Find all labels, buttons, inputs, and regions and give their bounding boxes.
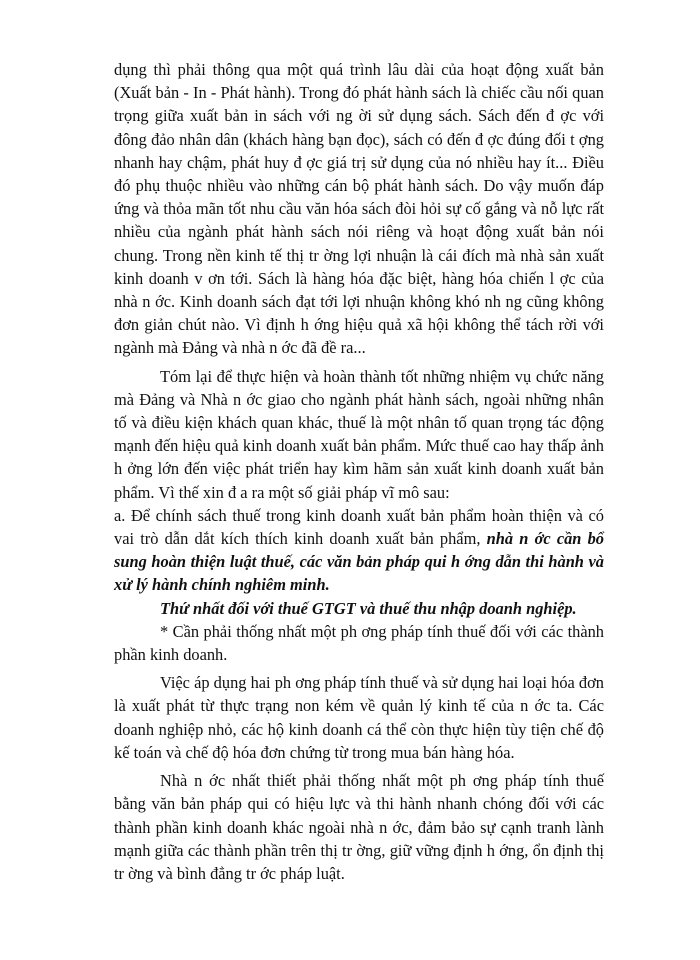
- paragraph-state-policy: Nhà n ớc nhất thiết phải thống nhất một ph ơng pháp tính thuế bằng văn bản pháp qui có hiệu lực và thi hành nhanh chóng đối với các thành phần kinh doanh khác ngoài nhà n ớc, đảm bảo sự cạnh tranh lành mạnh giữa các thành phần trên thị tr ờng, giữ vững định h ớng, ổn định thị tr ờng và bình đẳng tr ớc pháp luật.: [114, 771, 604, 883]
- solution-a-emphasis: nhà n ớc cần bổ sung hoàn thiện luật thuế, các văn bản pháp qui h ớng dẫn thi hành và xử lý hành chính nghiêm minh.: [114, 529, 604, 595]
- solution-a-text: a. Để chính sách thuế trong kinh doanh xuất bản phẩm hoàn thiện và có vai trò dẫn dắt kích thích kinh doanh xuất bản phẩm,: [114, 505, 604, 549]
- section-heading-vat: Thứ nhất đối với thuế GTGT và thuế thu nhập doanh nghiệp.: [160, 598, 577, 618]
- document-body: [114, 58, 604, 885]
- paragraph-summary: Tóm lại để thực hiện và hoàn thành tốt những nhiệm vụ chức năng mà Đảng và Nhà n ớc giao cho ngành phát hành sách, ngoài những nhân tố và điều kiện khách quan khác, thuế là một nhân tố quan trọng tác động mạnh đến hiệu quả kinh doanh xuất bản phẩm. Mức thuế cao hay thấp ảnh h ởng lớn đến việc phát triển hay kìm hãm sản xuất kinh doanh xuất bản phẩm. Vì thế xin đ a ra một số giải pháp vĩ mô sau:: [114, 366, 604, 502]
- paragraph-intro: dụng thì phải thông qua một quá trình lâu dài của hoạt động xuất bản (Xuất bản - In - Phát hành). Trong đó phát hành sách là chiếc cầu nối quan trọng giữa xuất bản in sách với ng ời sử dụng sách. Sách đến đ ợc với đông đảo nhân dân (khách hàng bạn đọc), sách có đến đ ợc đúng đối t ợng nhanh hay chậm, phát huy đ ợc giá trị sử dụng của nó nhiều hay ít... Điều đó phụ thuộc nhiều vào những cán bộ phát hành sách. Do vậy muốn đáp ứng và thỏa mãn tốt nhu cầu văn hóa sách đòi hỏi sự cố gắng và nỗ lực rất nhiều của ngành phát hành sách nói riêng và hoạt động xuất bản nói chung. Trong nền kinh tế thị tr ờng lợi nhuận là cái đích mà nhà sản xuất kinh doanh v ơn tới. Sách là hàng hóa đặc biệt, hàng hóa chiến l ợc của nhà n ớc. Kinh doanh sách đạt tới lợi nhuận không khó nh ng cũng không đơn giản chút nào. Vì định h ớng hiệu quả xã hội không thể tách rời với ngành mà Đảng và nhà n ớc đã đề ra...: [114, 60, 604, 358]
- paragraph-solution-a: [114, 504, 604, 597]
- paragraph-two-methods: Việc áp dụng hai ph ơng pháp tính thuế và sử dụng hai loại hóa đơn là xuất phát từ thực trạng non kém về quản lý kinh tế của n ớc ta. Các doanh nghiệp nhỏ, các hộ kinh doanh cá thể còn thực hiện tùy tiện chế độ kế toán và chế độ hóa đơn chứng từ trong mua bán hàng hóa.: [114, 673, 604, 762]
- paragraph-unify-method: * Cần phải thống nhất một ph ơng pháp tính thuế đối với các thành phần kinh doanh.: [114, 621, 604, 665]
